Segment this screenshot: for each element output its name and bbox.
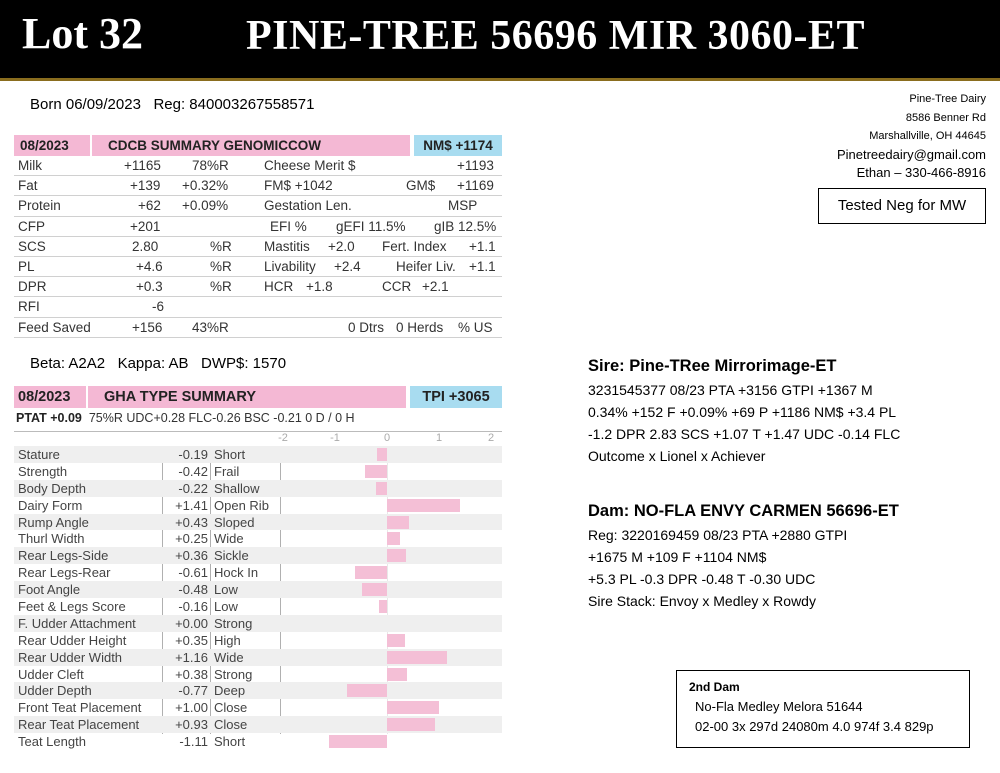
trait-name: Rear Udder Height [18, 632, 127, 648]
farm-city: Marshallville, OH 44645 [869, 130, 986, 142]
sire-line: -1.2 DPR 2.83 SCS +1.07 T +1.47 UDC -0.14 FLC [588, 426, 901, 442]
farm-address: 8586 Benner Rd [905, 111, 986, 124]
trait-bar [387, 532, 400, 545]
trait-bar [387, 668, 407, 681]
trait-descriptor: Short [214, 447, 246, 462]
trait-descriptor: Close [214, 717, 248, 733]
trait-row [14, 598, 502, 615]
cell: +1193 [457, 158, 494, 173]
dam-info [588, 500, 899, 612]
trait-row [14, 547, 502, 564]
trait-descriptor: Low [214, 582, 238, 598]
trait-value: +0.38 [175, 666, 208, 682]
cell: %R [210, 238, 232, 254]
contact-block [837, 90, 986, 183]
trait-descriptor: Deep [214, 683, 246, 699]
trait-name: Teat Length [18, 734, 86, 750]
cell: RFI [18, 299, 40, 315]
trait-descriptor: Shallow [214, 480, 260, 496]
farm-email: Pinetreedairy@gmail.com [836, 146, 986, 162]
cdcb-row [14, 257, 502, 277]
beta-casein: Beta: A2A2 [30, 355, 106, 372]
trait-bar [329, 735, 387, 748]
cdcb-title: CDCB SUMMARY GENOMICCOW [92, 135, 410, 156]
trait-value: +1.16 [175, 649, 208, 665]
trait-descriptor: Short [214, 734, 246, 750]
cell: +2.0 [328, 238, 355, 254]
trait-value: -0.42 [178, 463, 208, 479]
cell: +0.32% [182, 178, 229, 194]
sire-line: Outcome x Lionel x Achiever [588, 448, 766, 464]
cdcb-row [14, 156, 502, 176]
scale-tick: 1 [435, 432, 443, 444]
trait-name: Front Teat Placement [18, 700, 142, 716]
trait-name: Rear Legs-Rear [18, 565, 111, 581]
cell: 43%R [192, 319, 229, 335]
cdcb-row [14, 237, 502, 257]
cdcb-row [14, 217, 502, 237]
sire-line: 3231545377 08/23 PTA +3156 GTPI +1367 M [588, 382, 873, 398]
trait-descriptor: Open Rib [214, 497, 269, 513]
cell: Milk [18, 158, 42, 173]
cell: -6 [152, 299, 165, 315]
trait-row [14, 682, 502, 699]
trait-name: Rump Angle [18, 514, 89, 530]
cell: +1.8 [306, 279, 333, 295]
trait-row [14, 649, 502, 666]
cell: Cheese Merit $ [264, 158, 356, 173]
trait-descriptor: Wide [214, 531, 244, 547]
trait-row [14, 446, 502, 463]
trait-bar [387, 634, 405, 647]
cell: +2.4 [334, 258, 361, 274]
trait-row [14, 699, 502, 716]
trait-value: -1.11 [179, 734, 208, 750]
dam-line: +5.3 PL -0.3 DPR -0.48 T -0.30 UDC [588, 571, 816, 587]
cdcb-row [14, 297, 502, 317]
trait-row [14, 615, 502, 632]
cell: DPR [18, 279, 47, 295]
registration-number: Reg: 840003267558571 [153, 96, 315, 113]
trait-value: -0.61 [178, 565, 208, 581]
trait-value: -0.77 [178, 683, 208, 699]
trait-descriptor: Wide [214, 649, 244, 665]
dwp-value: DWP$: 1570 [201, 355, 287, 372]
trait-bar [387, 718, 435, 731]
dam-title: Dam: NO-FLA ENVY CARMEN 56696-ET [588, 502, 899, 520]
scale-tick: 0 [383, 432, 391, 444]
scale-tick: 2 [487, 432, 495, 444]
trait-name: Foot Angle [18, 582, 81, 598]
cell: EFI % [270, 218, 307, 234]
cell: PL [18, 258, 35, 274]
trait-bar [362, 583, 387, 596]
trait-value: +1.00 [175, 700, 208, 716]
trait-value: -0.16 [178, 599, 208, 615]
birth-registration [30, 96, 314, 113]
cell: 2.80 [132, 238, 159, 254]
cell: 0 Dtrs [348, 319, 385, 335]
trait-bar [355, 566, 387, 579]
cdcb-header [14, 135, 502, 156]
trait-row [14, 530, 502, 547]
cell: +4.6 [136, 258, 163, 274]
trait-descriptor: Hock In [214, 565, 259, 581]
cell: CFP [18, 218, 45, 234]
second-dam-box [676, 670, 970, 748]
trait-name: Rear Legs-Side [18, 548, 109, 564]
trait-value: +0.36 [175, 548, 208, 564]
trait-descriptor: Low [214, 599, 238, 615]
cell: +1.1 [469, 258, 496, 274]
cell: +139 [130, 178, 161, 194]
tested-badge: Tested Neg for MW [818, 188, 986, 224]
trait-row [14, 463, 502, 480]
farm-phone: Ethan – 330-466-8916 [856, 165, 986, 180]
trait-list [14, 446, 502, 750]
lot-number: Lot 32 [22, 9, 143, 58]
dam-line: Reg: 3220169459 08/23 PTA +2880 GTPI [588, 527, 848, 543]
trait-name: Strength [18, 463, 68, 479]
cell: CCR [382, 279, 412, 295]
trait-name: Udder Depth [18, 683, 92, 699]
trait-name: Rear Udder Width [18, 649, 123, 665]
cell: %R [210, 258, 232, 274]
trait-name: Thurl Width [18, 531, 85, 547]
cdcb-row [14, 196, 502, 216]
trait-bar [387, 701, 439, 714]
trait-row [14, 564, 502, 581]
trait-bar [377, 448, 387, 461]
trait-descriptor: Close [214, 700, 248, 716]
trait-row [14, 581, 502, 598]
cell: +62 [138, 198, 161, 214]
trait-descriptor: Sloped [214, 514, 255, 530]
second-dam-name: No-Fla Medley Melora 51644 [695, 699, 863, 714]
trait-name: Feet & Legs Score [18, 599, 126, 615]
dam-line: +1675 M +109 F +1104 NM$ [588, 549, 767, 565]
trait-value: +1.41 [175, 497, 208, 513]
second-dam-title: 2nd Dam [689, 680, 740, 694]
trait-row [14, 480, 502, 497]
trait-descriptor: Sickle [214, 548, 249, 564]
cell: +0.3 [136, 279, 163, 295]
gha-title: GHA TYPE SUMMARY [88, 386, 406, 408]
trait-value: -0.19 [178, 447, 208, 462]
trait-name: Udder Cleft [18, 666, 84, 682]
cell: +201 [130, 218, 161, 234]
cell: %R [210, 279, 232, 295]
sire-line: 0.34% +152 F +0.09% +69 P +1186 NM$ +3.4 PL [588, 404, 897, 420]
trait-descriptor: High [214, 632, 241, 648]
cell: +1165 [124, 158, 161, 173]
cell: gIB 12.5% [434, 218, 497, 234]
gha-header [14, 386, 502, 408]
cell: % US [458, 319, 493, 335]
trait-row [14, 632, 502, 649]
trait-value: +0.00 [175, 615, 208, 631]
cell: Protein [18, 198, 61, 214]
trait-value: +0.93 [175, 717, 208, 733]
cell: +2.1 [422, 279, 449, 295]
header-bar [0, 0, 1000, 78]
cell: GM$ [406, 178, 436, 194]
cdcb-row [14, 176, 502, 196]
trait-descriptor: Strong [214, 615, 253, 631]
sire-info [588, 355, 900, 467]
cdcb-row [14, 318, 502, 338]
ptat-value: PTAT +0.09 [16, 411, 82, 425]
cell: Fert. Index [382, 238, 447, 254]
trait-name: F. Udder Attachment [18, 615, 136, 631]
trait-value: +0.35 [175, 632, 208, 648]
trait-name: Stature [18, 447, 60, 462]
trait-row [14, 666, 502, 683]
cell: gEFI 11.5% [336, 218, 406, 234]
cell: FM$ +1042 [264, 178, 333, 194]
cell: 0 Herds [396, 319, 444, 335]
cell: Livability [264, 258, 316, 274]
cell: MSP [448, 198, 478, 214]
cell: +1169 [457, 178, 494, 194]
trait-bar [387, 651, 447, 664]
trait-bar [387, 499, 460, 512]
trait-bar [365, 465, 387, 478]
header-divider [0, 78, 1000, 81]
cell: Gestation Len. [264, 198, 352, 214]
sire-title: Sire: Pine-TRee Mirrorimage-ET [588, 357, 837, 375]
birth-date: Born 06/09/2023 [30, 96, 141, 113]
trait-value: +0.43 [175, 514, 208, 530]
dam-line: Sire Stack: Envoy x Medley x Rowdy [588, 593, 816, 609]
cell: Mastitis [264, 238, 310, 254]
trait-bar [347, 684, 387, 697]
ptat-line [16, 411, 355, 425]
trait-name: Body Depth [18, 480, 86, 496]
trait-value: -0.48 [178, 582, 208, 598]
trait-bar [379, 600, 387, 613]
trait-value: -0.22 [178, 480, 208, 496]
cell: SCS [18, 238, 46, 254]
kappa-casein: Kappa: AB [117, 355, 189, 372]
trait-row [14, 497, 502, 514]
trait-descriptor: Frail [214, 463, 240, 479]
cell: Heifer Liv. [396, 258, 456, 274]
trait-bar [387, 516, 409, 529]
trait-value: +0.25 [175, 531, 208, 547]
trait-bar [376, 482, 387, 495]
animal-name: PINE-TREE 56696 MIR 3060-ET [246, 13, 866, 59]
gha-type-summary [14, 386, 502, 750]
second-dam-record: 02-00 3x 297d 24080m 4.0 974f 3.4 829p [695, 719, 934, 734]
cdcb-summary-table [14, 135, 502, 338]
trait-bar [387, 549, 406, 562]
trait-row [14, 733, 502, 750]
cell: Feed Saved [18, 319, 91, 335]
trait-descriptor: Strong [214, 666, 253, 682]
net-merit-badge: NM$ +1174 [414, 135, 502, 156]
trait-row [14, 514, 502, 531]
cell: +156 [132, 319, 163, 335]
cdcb-row [14, 277, 502, 297]
ptat-details: 75%R UDC+0.28 FLC-0.26 BSC -0.21 0 D / 0 H [88, 411, 355, 425]
cell: HCR [264, 279, 294, 295]
scale-tick: -2 [278, 432, 288, 444]
genetic-markers [30, 355, 286, 372]
cell: Fat [18, 178, 38, 194]
cell: 78%R [192, 158, 229, 173]
cell: +0.09% [182, 198, 229, 214]
trait-name: Dairy Form [18, 497, 83, 513]
trait-row [14, 716, 502, 733]
cdcb-date: 08/2023 [14, 135, 90, 156]
tpi-badge: TPI +3065 [410, 386, 502, 408]
scale-tick: -1 [330, 432, 340, 444]
gha-date: 08/2023 [14, 386, 86, 408]
farm-name: Pine-Tree Dairy [909, 93, 986, 105]
trait-name: Rear Teat Placement [18, 717, 140, 733]
cell: +1.1 [469, 238, 496, 254]
